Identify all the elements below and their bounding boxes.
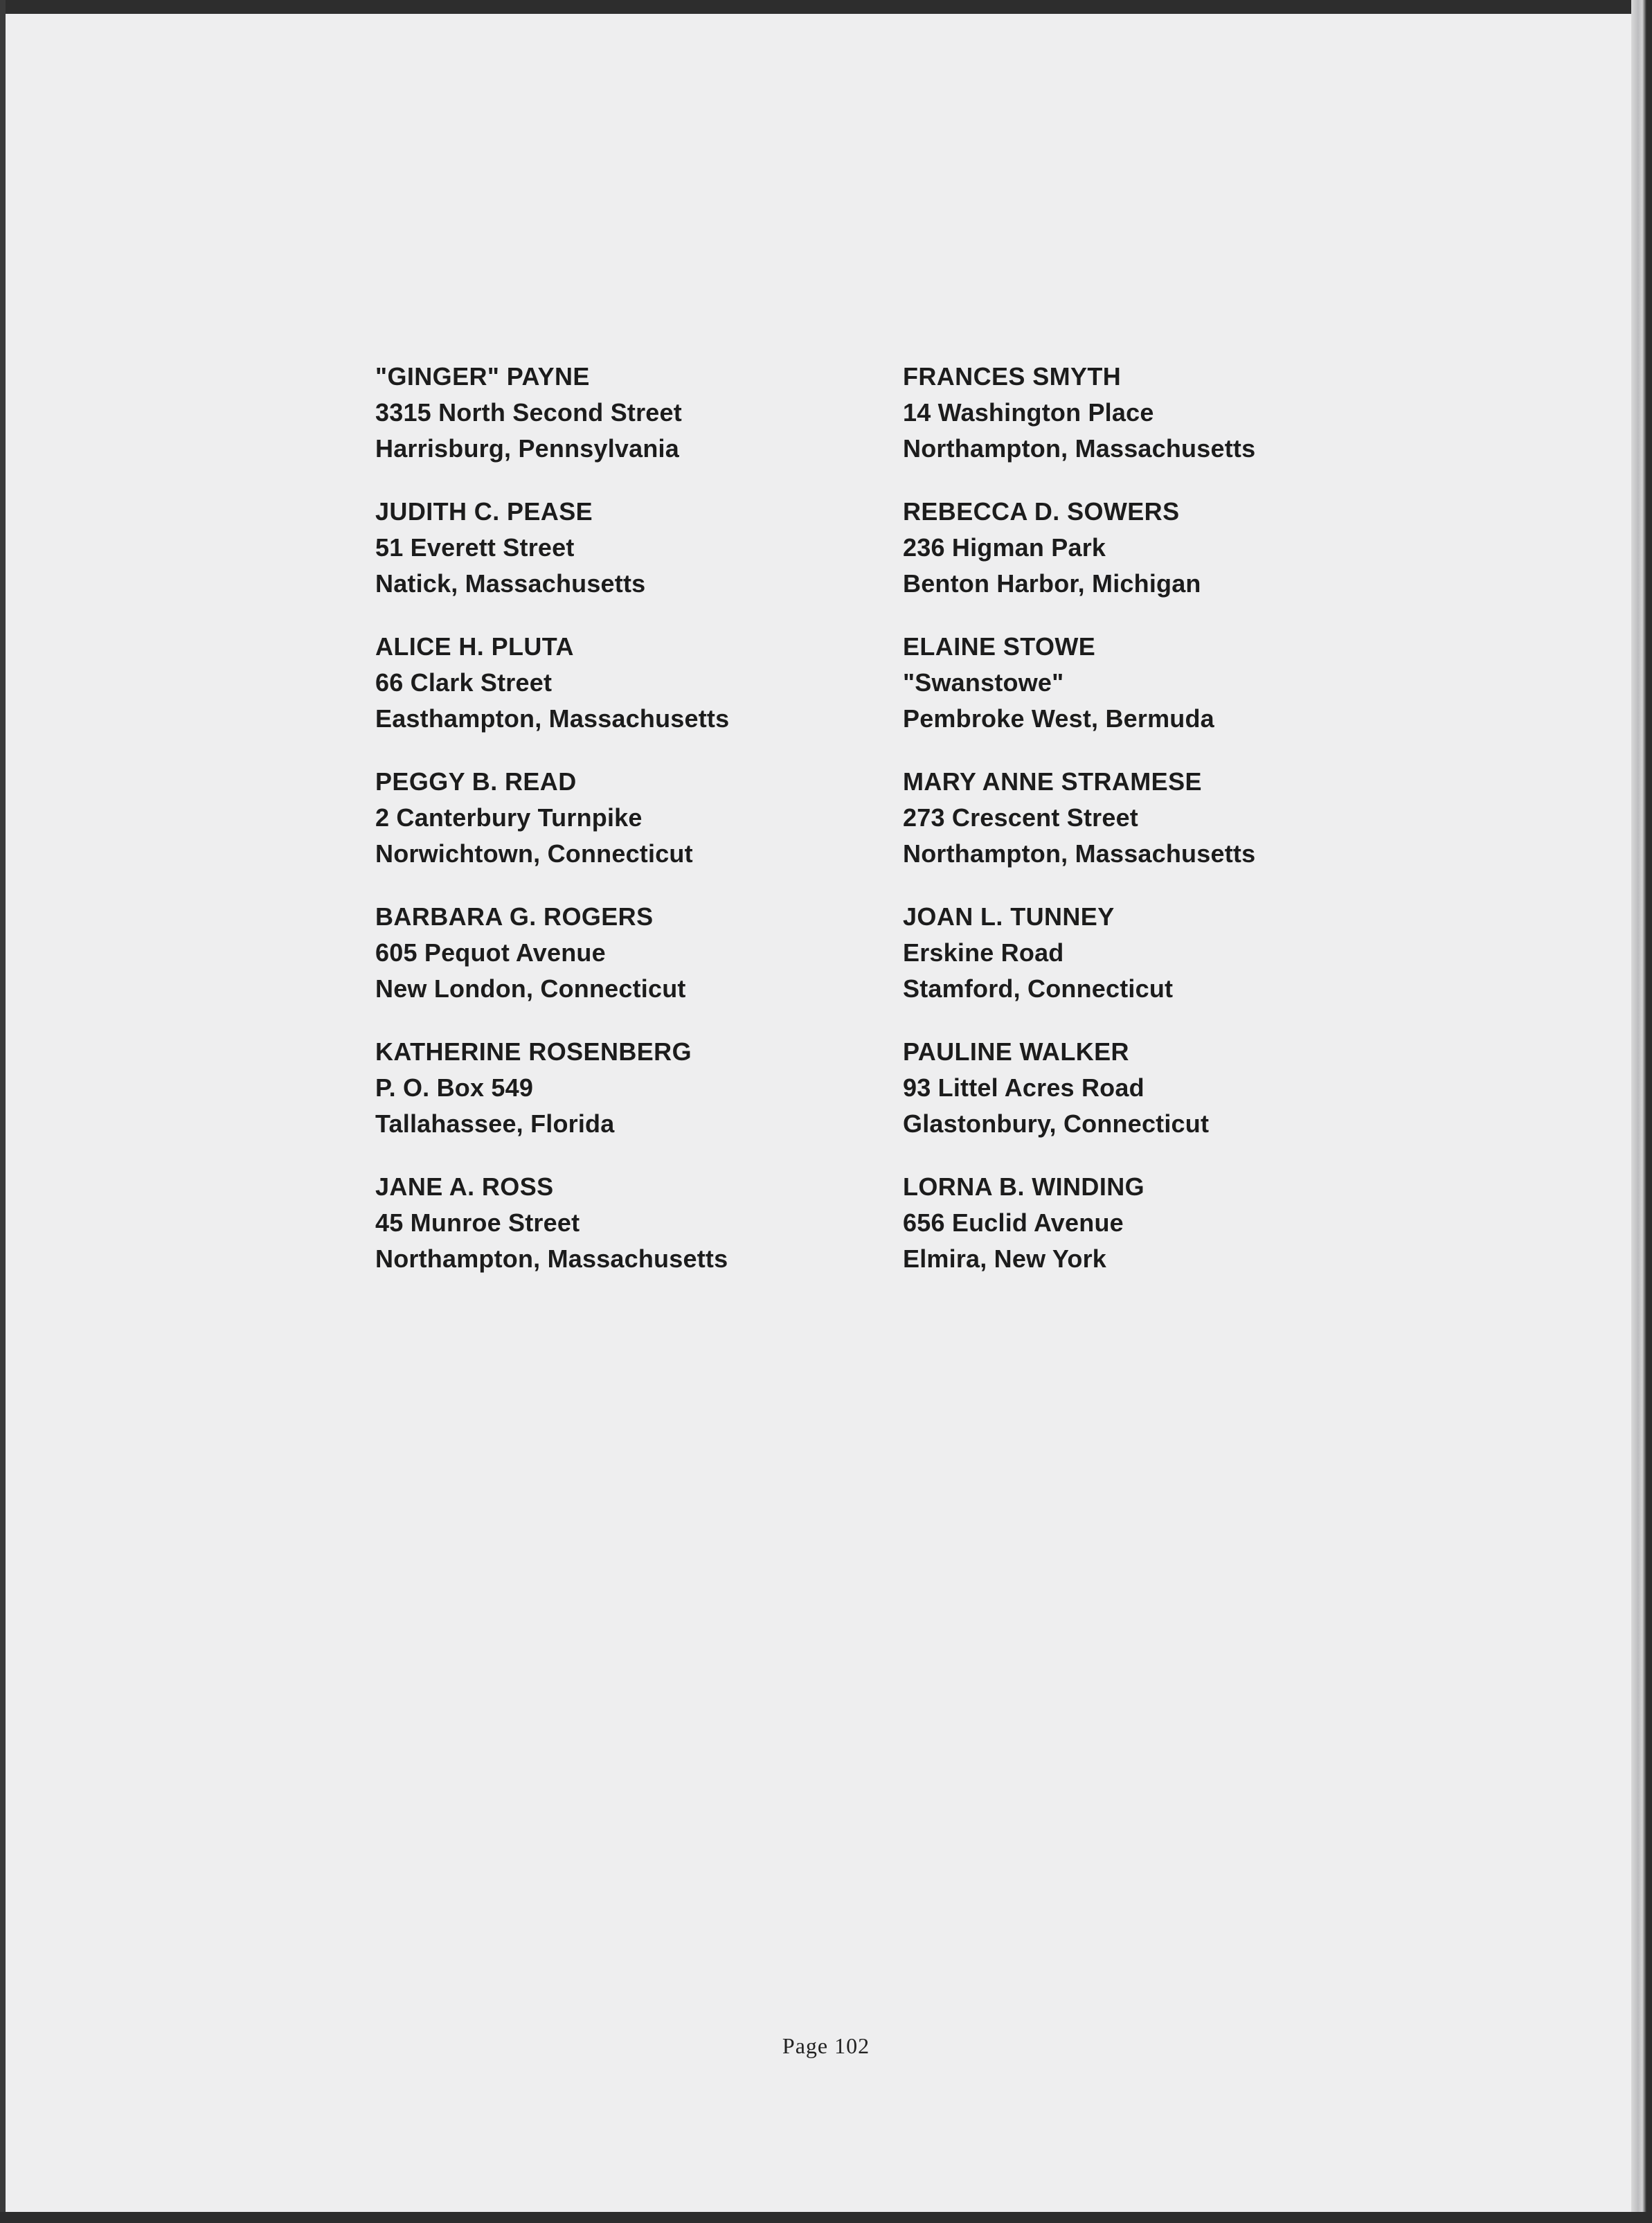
entry-city: Elmira, New York (903, 1244, 1106, 1273)
entry-city: Northampton, Massachusetts (375, 1244, 728, 1273)
entry-name: LORNA B. WINDING (903, 1172, 1145, 1201)
entry-city: New London, Connecticut (375, 974, 686, 1003)
entry-name: JUDITH C. PEASE (375, 497, 593, 526)
entry-street: 2 Canterbury Turnpike (375, 803, 643, 832)
directory-column-left (375, 359, 805, 1304)
directory-entry (375, 359, 805, 494)
entry-name: KATHERINE ROSENBERG (375, 1037, 692, 1066)
entry-name: JOAN L. TUNNEY (903, 902, 1115, 931)
scan-edge-right (1631, 0, 1652, 2223)
entry-street: 236 Higman Park (903, 533, 1106, 562)
entry-name: ALICE H. PLUTA (375, 632, 574, 661)
entry-city: Benton Harbor, Michigan (903, 569, 1201, 598)
directory-entry (903, 899, 1332, 1034)
entry-city: Glastonbury, Connecticut (903, 1109, 1210, 1138)
entry-name: PAULINE WALKER (903, 1037, 1129, 1066)
entry-city: Pembroke West, Bermuda (903, 704, 1214, 733)
entry-street: 3315 North Second Street (375, 398, 682, 427)
entry-name: PEGGY B. READ (375, 767, 577, 796)
entry-name: JANE A. ROSS (375, 1172, 554, 1201)
scan-edge-top (0, 0, 1652, 14)
directory-entry (903, 494, 1332, 629)
directory-entry (903, 629, 1332, 764)
scan-edge-left (0, 0, 6, 2223)
directory-entry (375, 629, 805, 764)
entry-city: Stamford, Connecticut (903, 974, 1174, 1003)
entry-name: ELAINE STOWE (903, 632, 1096, 661)
scan-edge-bottom (0, 2212, 1652, 2223)
entry-street: 14 Washington Place (903, 398, 1154, 427)
entry-street: 93 Littel Acres Road (903, 1073, 1144, 1102)
entry-city: Tallahassee, Florida (375, 1109, 615, 1138)
directory-entry (375, 899, 805, 1034)
entry-city: Harrisburg, Pennsylvania (375, 434, 679, 463)
entry-name: MARY ANNE STRAMESE (903, 767, 1202, 796)
entry-street: 45 Munroe Street (375, 1208, 580, 1237)
entry-city: Norwichtown, Connecticut (375, 839, 693, 868)
entry-street: 656 Euclid Avenue (903, 1208, 1124, 1237)
entry-street: Erskine Road (903, 938, 1064, 967)
entry-street: 51 Everett Street (375, 533, 575, 562)
entry-city: Northampton, Massachusetts (903, 839, 1256, 868)
entry-city: Easthampton, Massachusetts (375, 704, 730, 733)
directory-entry (903, 1169, 1332, 1304)
directory-entry (375, 764, 805, 899)
page-number: Page 102 (782, 2033, 870, 2058)
entry-street: P. O. Box 549 (375, 1073, 534, 1102)
directory-entry (903, 1034, 1332, 1169)
directory-entry (375, 1034, 805, 1169)
entry-street: 273 Crescent Street (903, 803, 1138, 832)
entry-name: FRANCES SMYTH (903, 362, 1122, 391)
entry-street: "Swanstowe" (903, 668, 1064, 697)
entry-street: 66 Clark Street (375, 668, 553, 697)
entry-city: Northampton, Massachusetts (903, 434, 1256, 463)
directory-entry (375, 494, 805, 629)
entry-street: 605 Pequot Avenue (375, 938, 606, 967)
directory-entry (375, 1169, 805, 1304)
entry-name: BARBARA G. ROGERS (375, 902, 654, 931)
entry-name: REBECCA D. SOWERS (903, 497, 1180, 526)
entry-city: Natick, Massachusetts (375, 569, 646, 598)
directory-column-right (903, 359, 1332, 1304)
entry-name: "GINGER" PAYNE (375, 362, 590, 391)
directory-entry (903, 359, 1332, 494)
directory-entry (903, 764, 1332, 899)
